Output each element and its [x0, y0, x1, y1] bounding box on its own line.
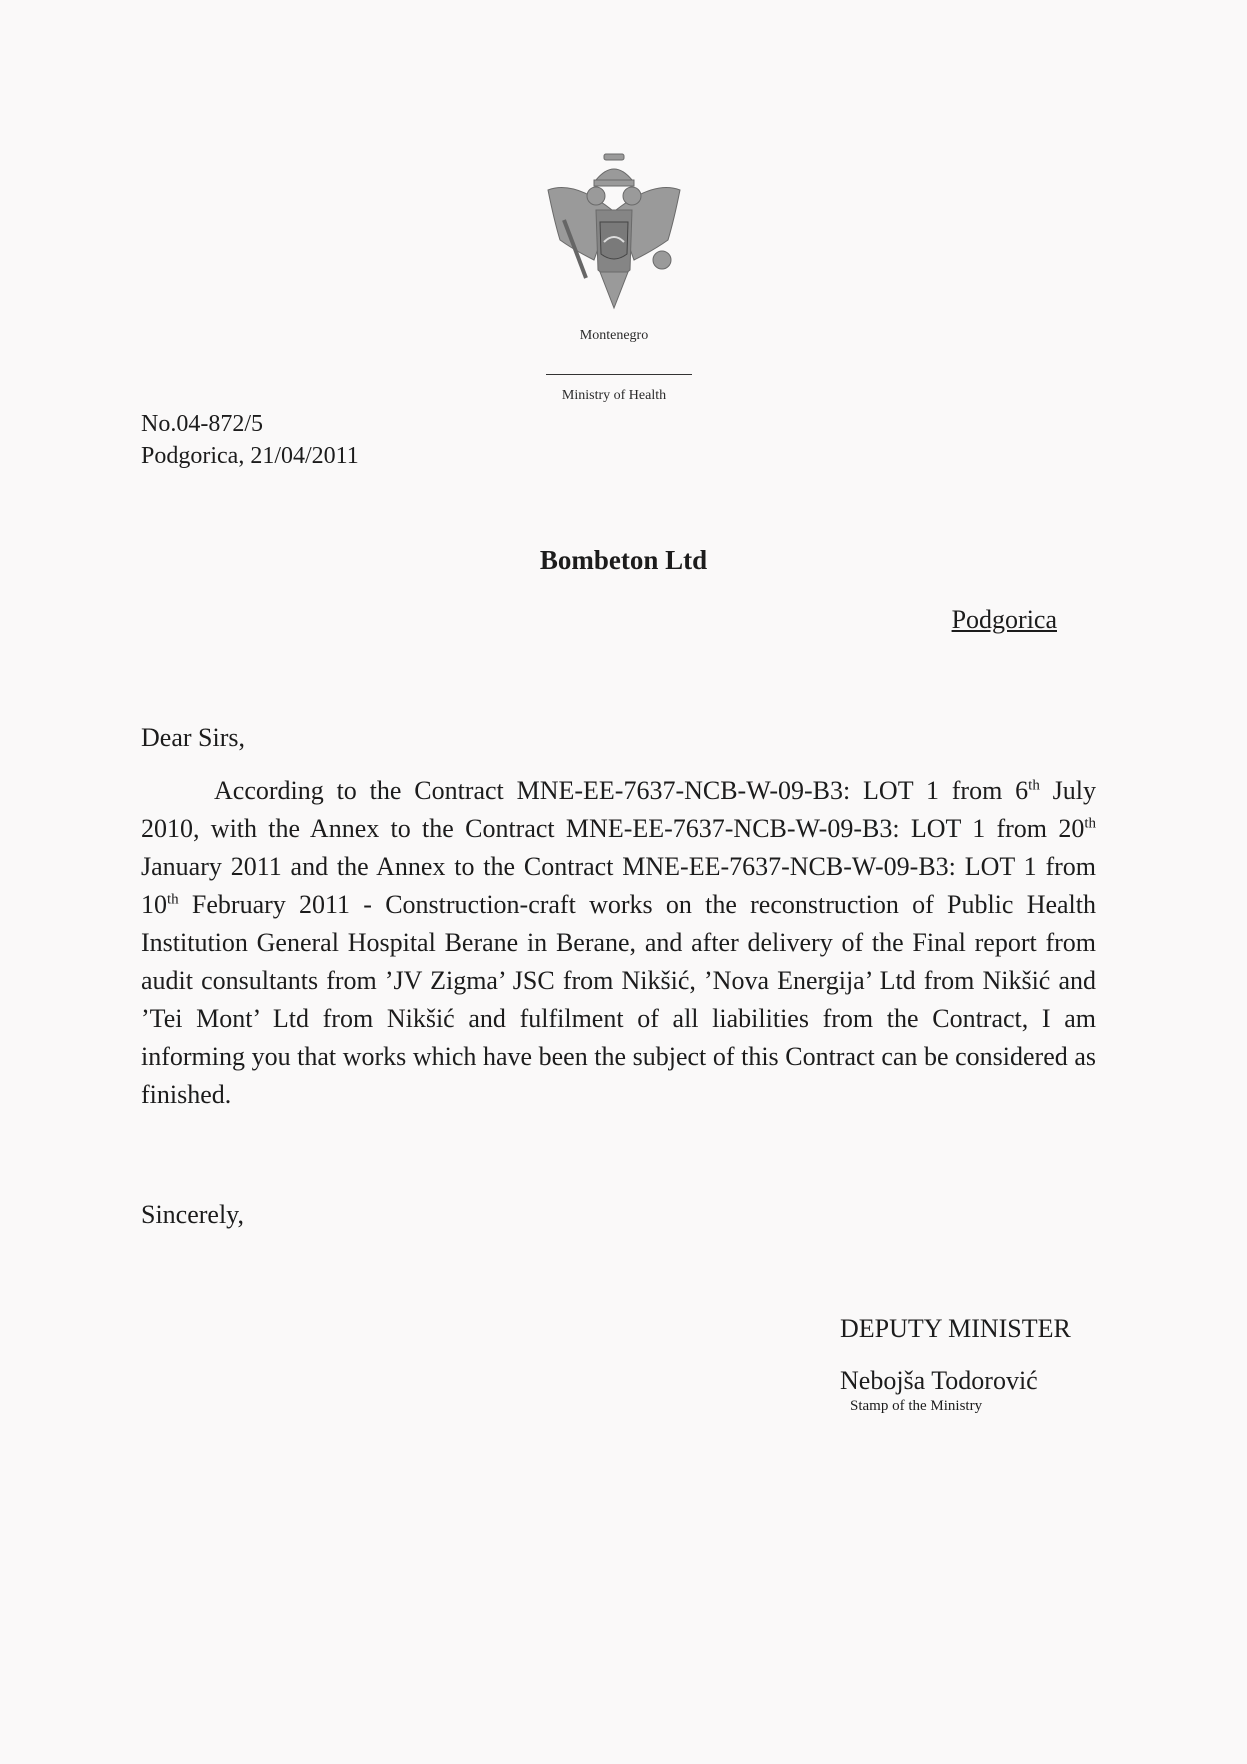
stamp-note: Stamp of the Ministry: [850, 1398, 983, 1414]
ordinal-suffix: th: [1028, 777, 1040, 794]
recipient-name: Bombeton Ltd: [539, 545, 708, 575]
coat-of-arms-icon: [534, 150, 694, 320]
signature-block: [840, 1314, 1071, 1415]
body-text-part: According to the Contract MNE-EE-7637-NCB-W-09-B3: LOT 1 from 6: [214, 776, 1029, 805]
recipient-city: Podgorica: [951, 605, 1057, 634]
ordinal-suffix: th: [167, 891, 179, 908]
header-ministry: Ministry of Health: [561, 388, 667, 403]
body-text-part: February 2011 - Construction-craft works on the reconstruction of Public Health Institution General Hospital Berane in Berane, and after delivery of the Final report from audit consultants from ’JV Zigma’ JSC from Nikšić, ’Nova Energija’ Ltd from Nikšić and ’Tei Mont’ Ltd from Nikšić and fulfilment of all liabilities from the Contract, I am informing you that works which have been the subject of this Contract can be considered as finished.: [141, 890, 1096, 1109]
body-text-part: January 2011 and the Annex to the Contract MNE-EE-7637-NCB-W-09-B3: LOT 1 from 10: [141, 852, 1096, 919]
reference-number: No.04-872/5: [141, 411, 263, 437]
letter-body: [141, 772, 1096, 1114]
header-country: Montenegro: [579, 328, 649, 343]
closing: Sincerely,: [141, 1200, 244, 1229]
signatory-name: Nebojša Todorović: [840, 1366, 1038, 1395]
body-text-part: July 2010, with the Annex to the Contract MNE-EE-7637-NCB-W-09-B3: LOT 1 from 20: [141, 776, 1097, 843]
header-divider: [546, 374, 692, 375]
place-and-date: Podgorica, 21/04/2011: [141, 443, 359, 469]
signatory-title: DEPUTY MINISTER: [840, 1314, 1071, 1343]
salutation: Dear Sirs,: [141, 723, 245, 752]
ordinal-suffix: th: [1084, 815, 1096, 832]
